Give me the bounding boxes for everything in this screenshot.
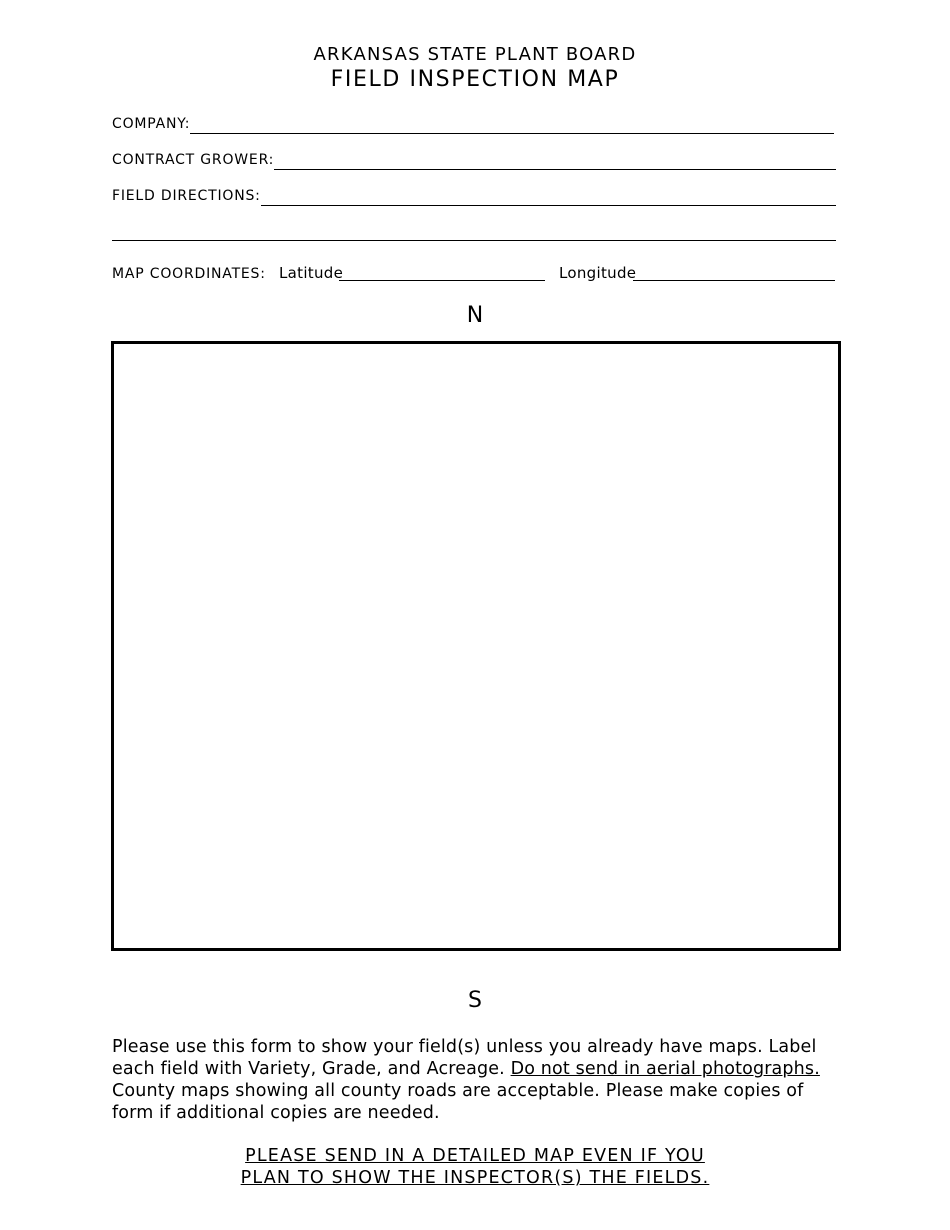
- south-label: S: [468, 988, 482, 1013]
- form-title: FIELD INSPECTION MAP: [330, 67, 620, 92]
- latitude-label: Latitude: [279, 264, 344, 282]
- company-field[interactable]: [190, 132, 834, 134]
- instructions-paragraph: [112, 1036, 832, 1124]
- contract-grower-label: CONTRACT GROWER:: [112, 152, 275, 168]
- field-directions-row: [112, 184, 836, 206]
- longitude-field[interactable]: [633, 280, 835, 281]
- contract-grower-row: [112, 148, 836, 170]
- company-row: [112, 112, 834, 134]
- latitude-field[interactable]: [339, 280, 545, 281]
- longitude-label: Longitude: [559, 264, 637, 282]
- notice-line-2: PLAN TO SHOW THE INSPECTOR(S) THE FIELDS.: [240, 1168, 710, 1188]
- map-coordinates-label: MAP COORDINATES:: [112, 266, 266, 282]
- instructions-text-2: County maps showing all county roads are acceptable. Please make copies of form if additional copies are needed.: [112, 1081, 804, 1123]
- field-directions-label: FIELD DIRECTIONS:: [112, 188, 261, 204]
- field-directions-field[interactable]: [261, 204, 836, 206]
- map-drawing-area[interactable]: [111, 341, 841, 951]
- instructions-text-1: Please use this form to show your field(s) unless you already have maps. Label each field with Variety, Grade, and Acreage.: [112, 1037, 817, 1079]
- organization-name: ARKANSAS STATE PLANT BOARD: [313, 44, 637, 65]
- field-directions-continuation-line[interactable]: [112, 240, 836, 241]
- notice-line-1: PLEASE SEND IN A DETAILED MAP EVEN IF YOU: [245, 1146, 705, 1166]
- company-label: COMPANY:: [112, 116, 191, 132]
- north-label: N: [466, 303, 484, 328]
- contract-grower-field[interactable]: [274, 168, 836, 170]
- instructions-underlined-text: Do not send in aerial photographs.: [510, 1059, 820, 1079]
